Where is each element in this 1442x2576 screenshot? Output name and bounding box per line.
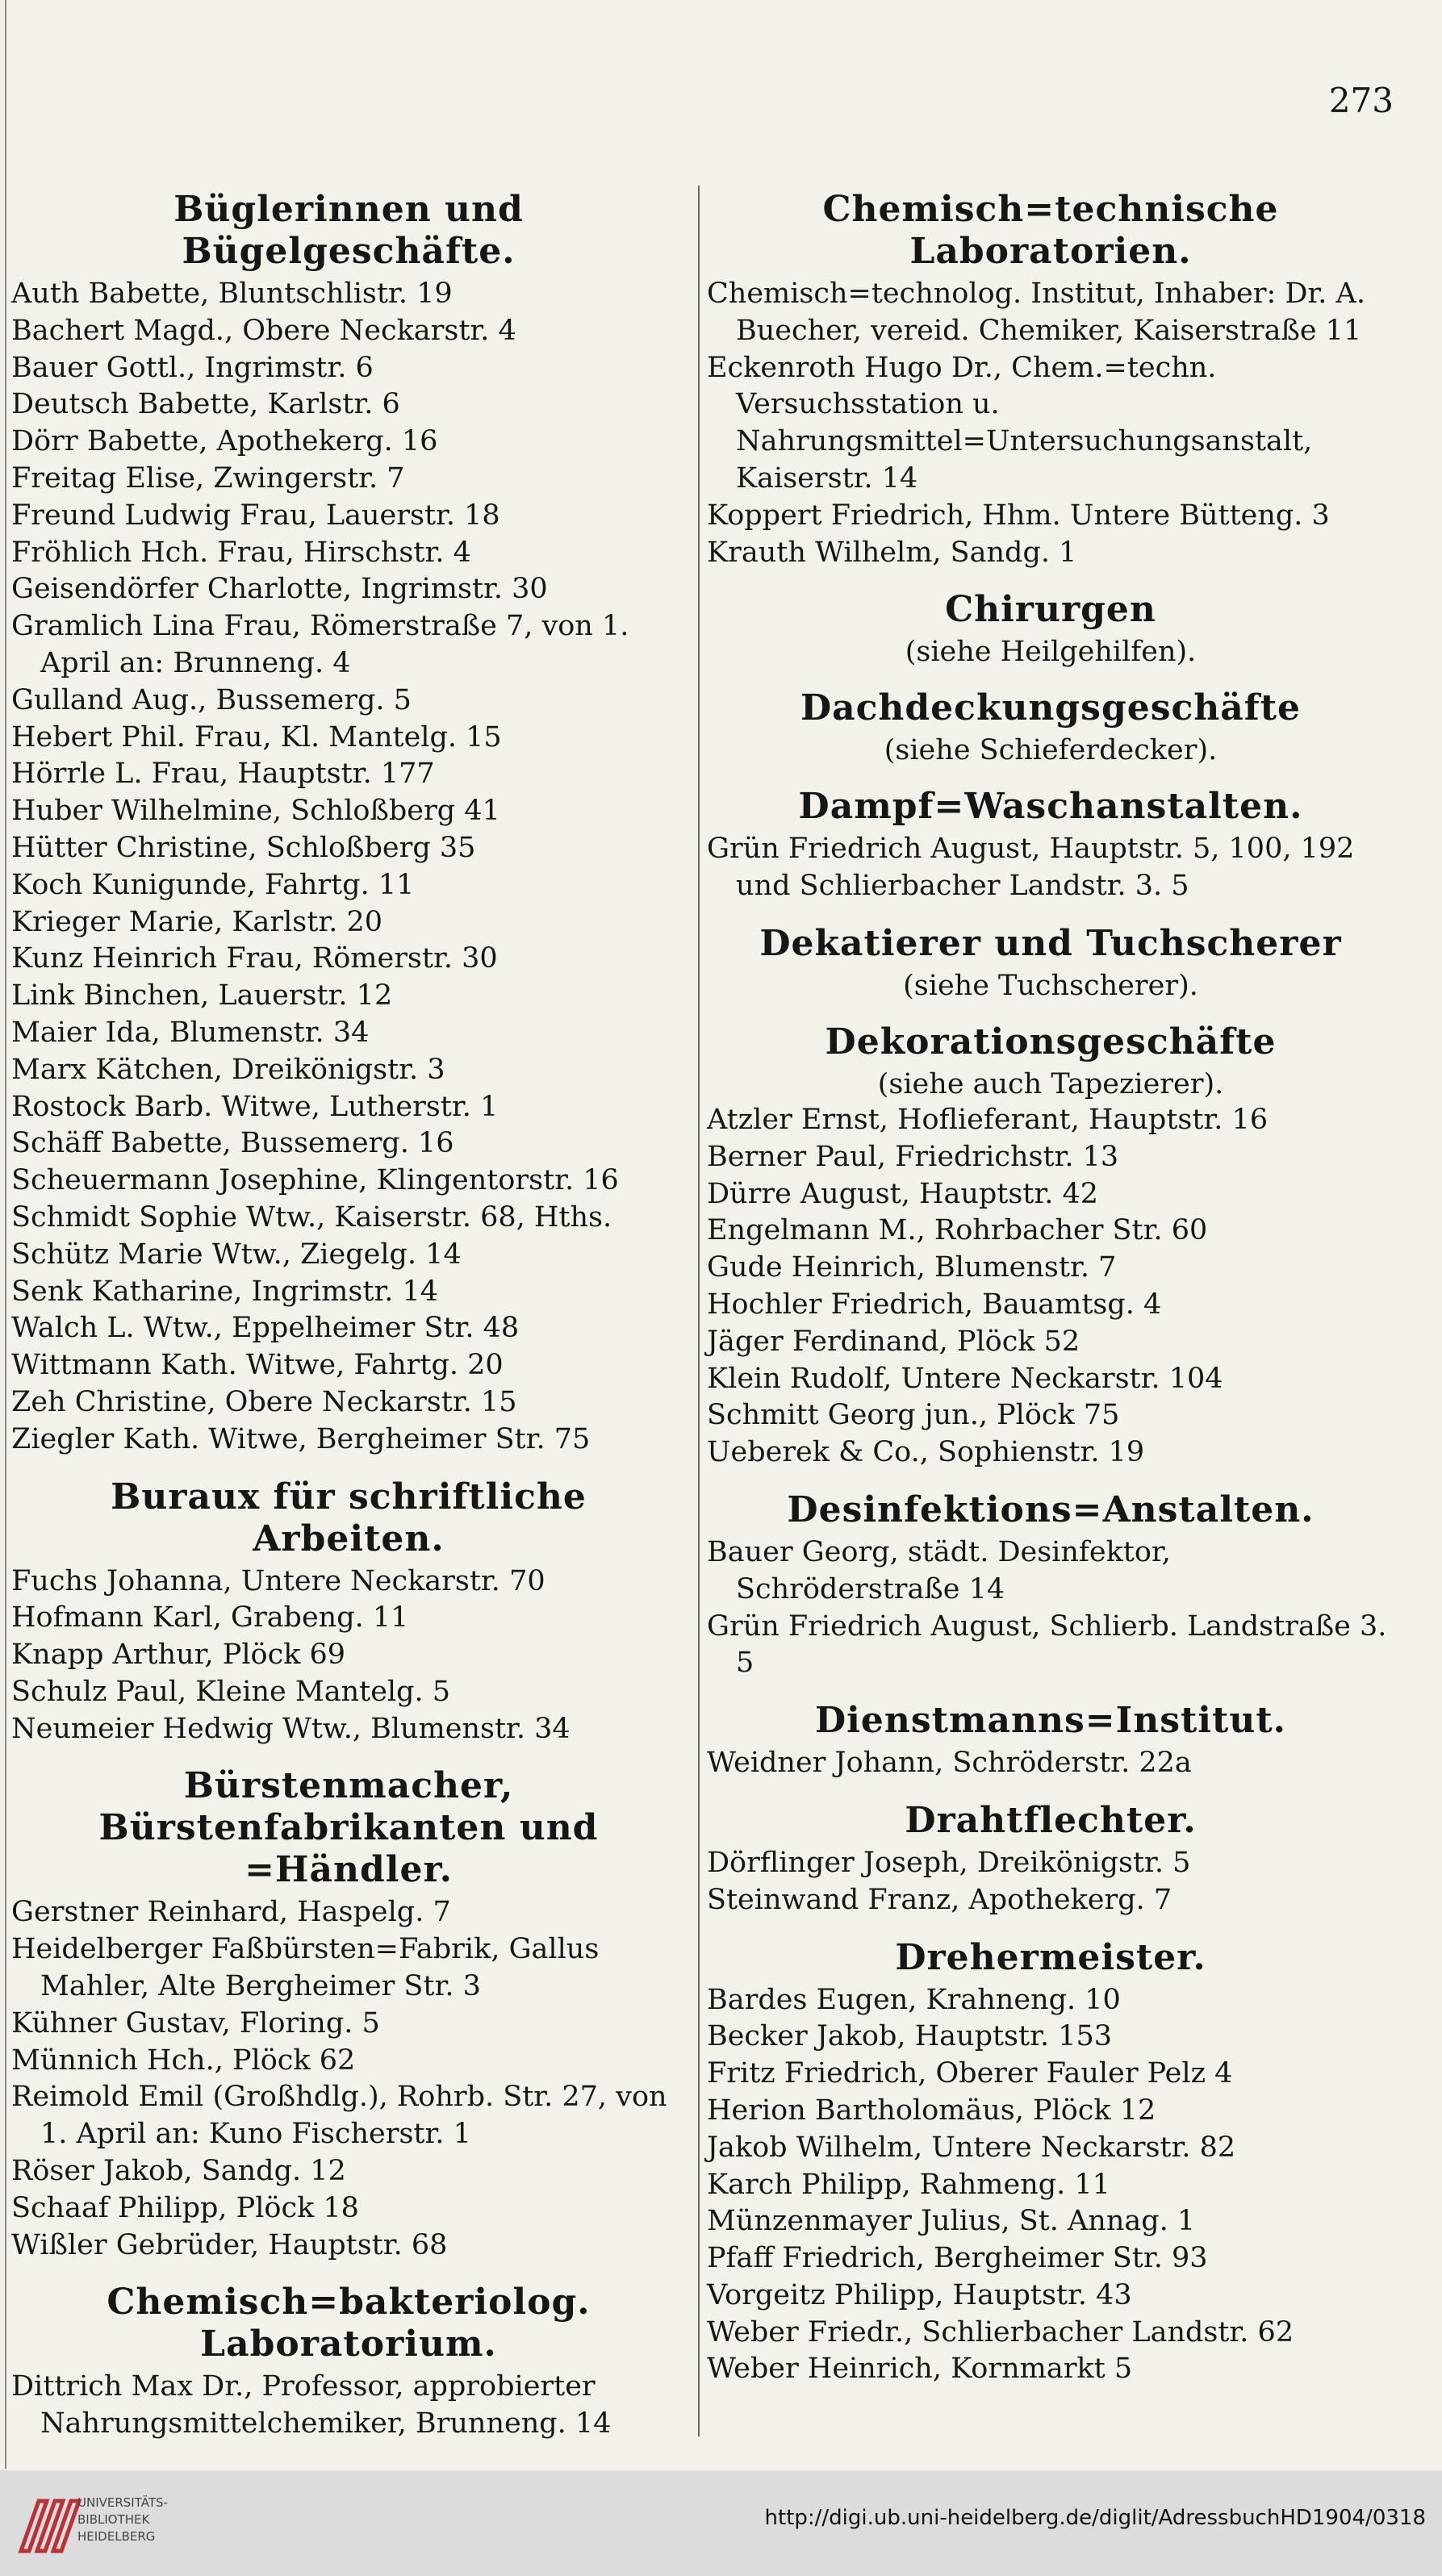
directory-entry: Neumeier Hedwig Wtw., Blumenstr. 34 (11, 1712, 571, 1745)
library-name-line: HEIDELBERG (77, 2529, 156, 2544)
section-heading: Dampf=Waschanstalten. (798, 786, 1303, 828)
directory-entry: Marx Kätchen, Dreikönigstr. 3 (11, 1053, 445, 1086)
directory-entry: Dörr Babette, Apothekerg. 16 (11, 425, 438, 458)
directory-entry: Berner Paul, Friedrichstr. 13 (707, 1140, 1119, 1173)
directory-entry: Atzler Ernst, Hoflieferant, Hauptstr. 16 (707, 1103, 1269, 1136)
directory-section (707, 1021, 1394, 1472)
section-note: (siehe Schieferdecker). (884, 734, 1218, 767)
page-number: 273 (1328, 81, 1394, 120)
section-heading: Drehermeister. (895, 1936, 1206, 1978)
directory-entry: Jäger Ferdinand, Plöck 52 (707, 1325, 1080, 1358)
directory-entry: Schmidt Sophie Wtw., Kaiserstr. 68, Hths. (11, 1200, 612, 1234)
section-note: (siehe auch Tapezierer). (877, 1067, 1224, 1100)
directory-entry: Klein Rudolf, Untere Neckarstr. 104 (707, 1362, 1223, 1395)
directory-entry: Huber Wilhelmine, Schloßberg 41 (11, 795, 500, 828)
section-heading: Desinfektions=Anstalten. (787, 1488, 1315, 1530)
directory-entry: Link Binchen, Lauerstr. 12 (11, 979, 393, 1012)
directory-section (707, 923, 1394, 1004)
column-divider (698, 186, 700, 2436)
directory-entry: Deutsch Babette, Karlstr. 6 (11, 388, 400, 421)
section-note: (siehe Heilgehilfen). (905, 636, 1197, 669)
directory-entry: Eckenroth Hugo Dr., Chem.=techn. Versuchsstation u. Nahrungsmittel=Untersuchungsanstalt, Kaiserstr. 14 (707, 351, 1313, 495)
directory-entry: Fritz Friedrich, Oberer Fauler Pelz 4 (707, 2057, 1233, 2090)
directory-entry: Münnich Hch., Plöck 62 (11, 2044, 356, 2077)
directory-entry: Gerstner Reinhard, Haspelg. 7 (11, 1896, 451, 1929)
directory-entry: Weber Friedr., Schlierbacher Landstr. 62 (707, 2315, 1294, 2348)
directory-entry: Freund Ludwig Frau, Lauerstr. 18 (11, 499, 500, 532)
directory-entry: Fröhlich Hch. Frau, Hirschstr. 4 (11, 536, 471, 569)
directory-section (707, 1489, 1394, 1682)
directory-entry: Gramlich Lina Frau, Römerstraße 7, von 1. April an: Brunneng. 4 (11, 610, 629, 679)
directory-entry: Schaaf Philipp, Plöck 18 (11, 2191, 359, 2224)
section-heading: Büglerinnen und Bügelgeschäfte. (173, 189, 524, 272)
directory-entry: Hörrle L. Frau, Hauptstr. 177 (11, 758, 435, 791)
directory-section (707, 1700, 1394, 1782)
library-name (77, 2495, 168, 2545)
directory-entry: Dürre August, Hauptstr. 42 (707, 1177, 1099, 1210)
directory-entry: Grün Friedrich August, Hauptstr. 5, 100, 192 und Schlierbacher Landstr. 3. 5 (707, 833, 1355, 903)
directory-section (707, 1800, 1394, 1919)
directory-entry: Bachert Magd., Obere Neckarstr. 4 (11, 314, 516, 347)
directory-entry: Schmitt Georg jun., Plöck 75 (707, 1399, 1120, 1432)
directory-entry: Gulland Aug., Bussemerg. 5 (11, 683, 412, 716)
section-heading: Dekorationsgeschäfte (825, 1021, 1277, 1063)
section-heading: Chemisch=technische Laboratorien. (822, 189, 1279, 272)
directory-entry: Ueberek & Co., Sophienstr. 19 (707, 1436, 1145, 1469)
directory-entry: Koch Kunigunde, Fahrtg. 11 (11, 868, 415, 901)
directory-entry: Ziegler Kath. Witwe, Bergheimer Str. 75 (11, 1422, 591, 1455)
directory-entry: Hofmann Karl, Grabeng. 11 (11, 1601, 409, 1635)
directory-entry: Hochler Friedrich, Bauamtsg. 4 (707, 1288, 1162, 1321)
directory-entry: Fuchs Johanna, Untere Neckarstr. 70 (11, 1564, 545, 1597)
directory-entry: Freitag Elise, Zwingerstr. 7 (11, 461, 405, 495)
directory-entry: Pfaff Friedrich, Bergheimer Str. 93 (707, 2242, 1208, 2275)
directory-entry: Rostock Barb. Witwe, Lutherstr. 1 (11, 1090, 499, 1123)
directory-entry: Karch Philipp, Rahmeng. 11 (707, 2168, 1110, 2201)
directory-entry: Jakob Wilhelm, Untere Neckarstr. 82 (707, 2131, 1236, 2164)
directory-entry: Engelmann M., Rohrbacher Str. 60 (707, 1214, 1208, 1247)
directory-entry: Schulz Paul, Kleine Mantelg. 5 (11, 1675, 451, 1708)
directory-entry: Hütter Christine, Schloßberg 35 (11, 831, 476, 864)
directory-entry: Grün Friedrich August, Schlierb. Landstraße 3. 5 (707, 1609, 1387, 1680)
directory-entry: Scheuermann Josephine, Klingentorstr. 16 (11, 1164, 619, 1197)
directory-section (707, 786, 1394, 905)
directory-section (707, 589, 1394, 670)
directory-entry: Knapp Arthur, Plöck 69 (11, 1639, 346, 1672)
directory-section (11, 1476, 686, 1748)
section-heading: Drahtflechter. (905, 1799, 1197, 1841)
directory-entry: Hebert Phil. Frau, Kl. Mantelg. 15 (11, 720, 502, 754)
directory-entry: Wittmann Kath. Witwe, Fahrtg. 20 (11, 1349, 504, 1382)
directory-entry: Schäff Babette, Bussemerg. 16 (11, 1127, 454, 1160)
directory-entry: Maier Ida, Blumenstr. 34 (11, 1016, 370, 1049)
directory-entry: Kunz Heinrich Frau, Römerstr. 30 (11, 942, 498, 975)
directory-entry: Weber Heinrich, Kornmarkt 5 (707, 2353, 1133, 2386)
directory-section (707, 687, 1394, 768)
source-url[interactable]: http://digi.ub.uni-heidelberg.de/diglit/AdressbuchHD1904/0318 (764, 2506, 1426, 2530)
directory-entry: Herion Bartholomäus, Plöck 12 (707, 2094, 1156, 2127)
directory-entry: Krauth Wilhelm, Sandg. 1 (707, 536, 1077, 569)
directory-entry: Chemisch=technolog. Institut, Inhaber: Dr. A. Buecher, vereid. Chemiker, Kaiserstraße 11 (707, 278, 1365, 347)
directory-entry: Dörflinger Joseph, Dreikönigstr. 5 (707, 1846, 1191, 1879)
footer-bar (0, 2470, 1442, 2576)
section-heading: Buraux für schriftliche Arbeiten. (111, 1476, 587, 1559)
section-note: (siehe Tuchscherer). (903, 969, 1198, 1002)
directory-entry: Krieger Marie, Karlstr. 20 (11, 905, 382, 938)
directory-entry: Münzenmayer Julius, St. Annag. 1 (707, 2205, 1196, 2238)
directory-entry: Vorgeitz Philipp, Hauptstr. 43 (707, 2278, 1132, 2311)
library-name-line: BIBLIOTHEK (77, 2512, 150, 2527)
section-heading: Bürstenmacher, Bürstenfabrikanten und =Händler. (98, 1765, 599, 1891)
directory-entry: Zeh Christine, Obere Neckarstr. 15 (11, 1385, 517, 1418)
directory-entry: Auth Babette, Bluntschlistr. 19 (11, 278, 453, 310)
directory-entry: Becker Jakob, Hauptstr. 153 (707, 2020, 1113, 2053)
directory-entry: Schütz Marie Wtw., Ziegelg. 14 (11, 1238, 462, 1271)
directory-entry: Gude Heinrich, Blumenstr. 7 (707, 1251, 1117, 1284)
section-heading: Dachdeckungsgeschäfte (800, 687, 1302, 729)
directory-section (11, 189, 686, 1459)
directory-entry: Kühner Gustav, Floring. 5 (11, 2006, 380, 2040)
section-heading: Dienstmanns=Institut. (815, 1700, 1286, 1742)
directory-entry: Bardes Eugen, Krahneng. 10 (707, 1983, 1121, 2016)
directory-entry: Bauer Georg, städt. Desinfektor, Schröderstraße 14 (707, 1535, 1171, 1605)
directory-entry: Steinwand Franz, Apothekerg. 7 (707, 1883, 1172, 1916)
page-left-edge-rule (5, 0, 6, 2469)
right-column (707, 184, 1394, 2406)
directory-entry: Koppert Friedrich, Hhm. Untere Bütteng. 3 (707, 499, 1330, 532)
directory-entry: Weidner Johann, Schröderstr. 22a (707, 1747, 1192, 1780)
directory-section (11, 1765, 686, 2264)
directory-entry: Wißler Gebrüder, Hauptstr. 68 (11, 2228, 448, 2261)
directory-entry: Geisendörfer Charlotte, Ingrimstr. 30 (11, 573, 548, 606)
directory-entry: Reimold Emil (Großhdlg.), Rohrb. Str. 27, von 1. April an: Kuno Fischerstr. 1 (11, 2081, 667, 2151)
section-heading: Chirurgen (945, 589, 1156, 631)
section-heading: Dekatierer und Tuchscherer (759, 922, 1342, 964)
directory-section (707, 189, 1394, 571)
directory-entry: Walch L. Wtw., Eppelheimer Str. 48 (11, 1312, 520, 1345)
directory-section (707, 1937, 1394, 2389)
left-column (11, 184, 686, 2461)
directory-entry: Bauer Gottl., Ingrimstr. 6 (11, 351, 374, 384)
directory-entry: Röser Jakob, Sandg. 12 (11, 2155, 346, 2188)
section-heading: Chemisch=bakteriolog. Laboratorium. (107, 2282, 591, 2365)
library-name-line: UNIVERSITÄTS- (77, 2495, 168, 2510)
directory-entry: Heidelberger Faßbürsten=Fabrik, Gallus Mahler, Alte Bergheimer Str. 3 (11, 1933, 600, 2003)
directory-entry: Senk Katharine, Ingrimstr. 14 (11, 1275, 439, 1308)
directory-section (11, 2282, 686, 2443)
directory-entry: Dittrich Max Dr., Professor, approbierter Nahrungsmittelchemiker, Brunneng. 14 (11, 2370, 612, 2440)
